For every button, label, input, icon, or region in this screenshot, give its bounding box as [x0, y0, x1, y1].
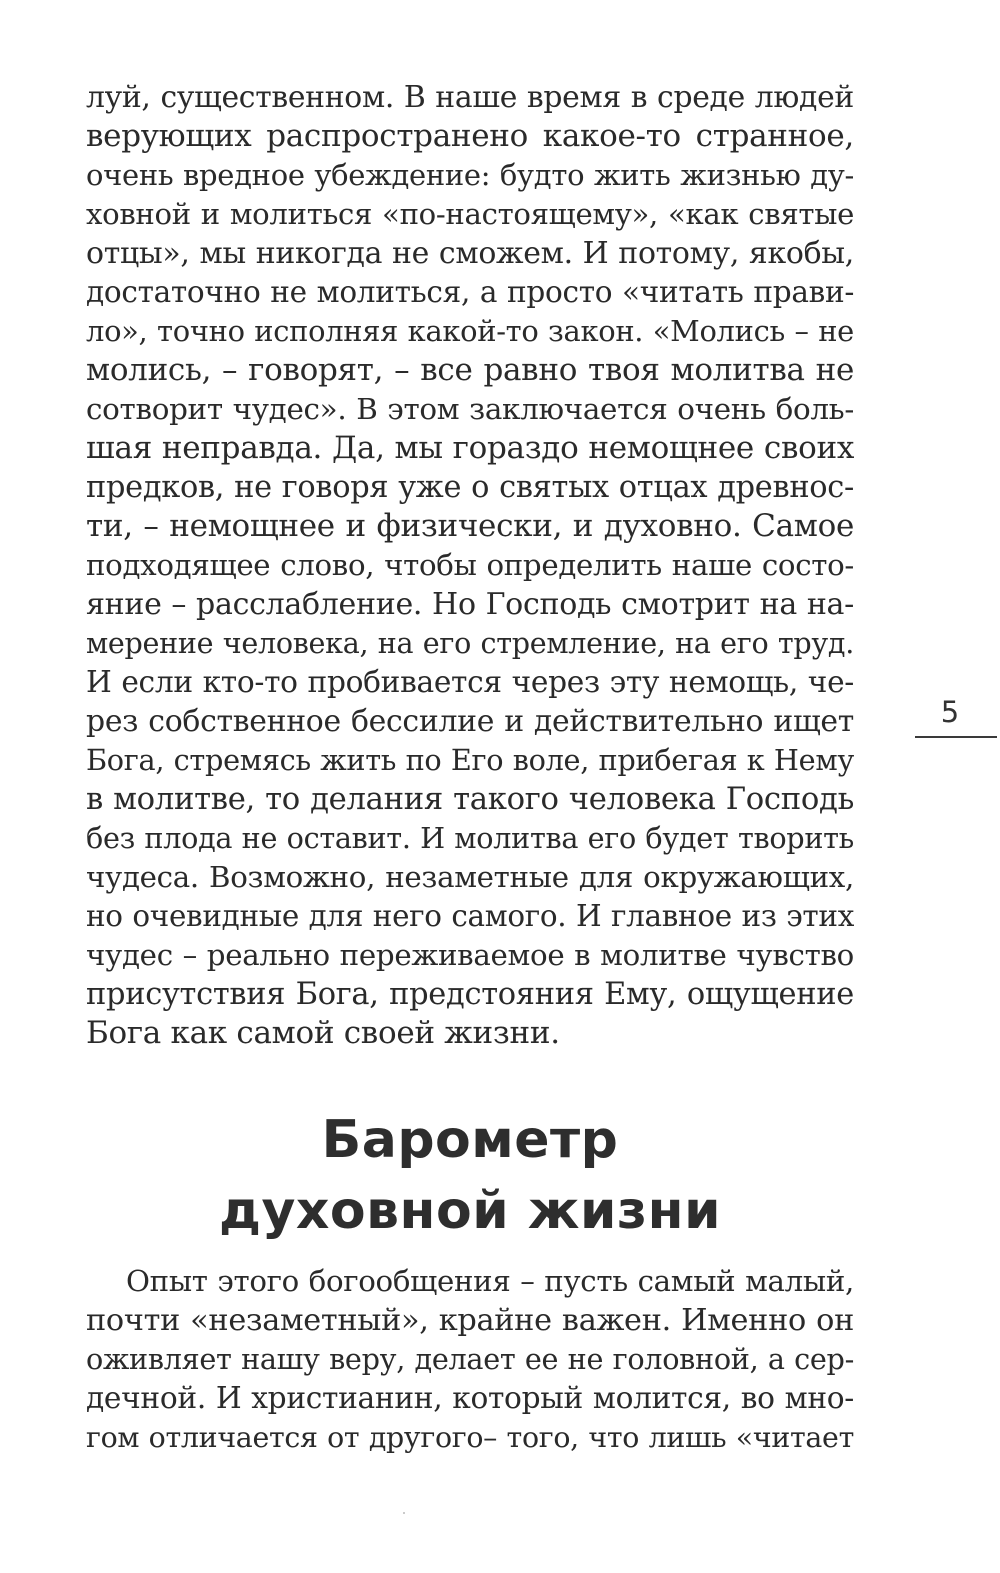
text-line: оживляет нашу веру, делает ее не головной, а сер- [86, 1342, 854, 1376]
text-line: почти «незаметный», крайне важен. Именно он [86, 1303, 854, 1338]
text-line: отцы», мы никогда не сможем. И потому, якобы, [86, 236, 854, 271]
text-line: дечной. И христианин, который молится, во мно- [86, 1381, 854, 1415]
text-line: ти, – немощнее и физически, и духовно. Самое [86, 508, 854, 544]
page-number: 5 [940, 695, 960, 729]
paper-speck [403, 1512, 405, 1514]
text-line: мерение человека, на его стремление, на его труд. [86, 626, 854, 660]
page-number-rule [915, 736, 997, 738]
text-line: Опыт этого богообщения – пусть самый малый, [126, 1264, 854, 1298]
text-line: Бога, стремясь жить по Его воле, прибегая к Нему [86, 743, 854, 777]
text-line: И если кто-то пробивается через эту немощь, че- [86, 665, 854, 699]
text-line: верующих распространено какое-то странное, [86, 118, 854, 154]
text-line: ло», точно исполняя какой-то закон. «Молись – не [86, 314, 854, 348]
text-line: шая неправда. Да, мы гораздо немощнее своих [86, 430, 854, 466]
text-line: чудеса. Возможно, незаметные для окружающих, [86, 860, 854, 894]
text-line: молись, – говорят, – все равно твоя молитва не [86, 352, 854, 388]
text-line: присутствия Бога, предстояния Ему, ощущение [86, 977, 854, 1012]
text-line: но очевидные для него самого. И главное из этих [86, 899, 854, 933]
text-line: чудес – реально переживаемое в молитве чувство [86, 938, 854, 972]
text-line: Бога как самой своей жизни. [86, 1015, 560, 1051]
text-line: гом отличается от другого– того, что лишь «читает [86, 1421, 854, 1454]
heading-line-2: духовной жизни [218, 1181, 721, 1241]
text-line: предков, не говоря уже о святых отцах древнос- [86, 470, 854, 505]
text-line: сотворит чудес». В этом заключается очень боль- [86, 392, 854, 426]
text-line: луй, существенном. В наше время в среде людей [86, 80, 854, 115]
heading-line-1: Барометр [321, 1110, 619, 1170]
text-line: без плода не оставит. И молитва его будет творить [86, 821, 854, 855]
text-line: достаточно не молиться, а просто «читать прави- [86, 275, 854, 309]
text-line: подходящее слово, чтобы определить наше состо- [86, 548, 854, 582]
text-line: яние – расслабление. Но Господь смотрит на на- [86, 587, 854, 622]
text-line: ховной и молиться «по-настоящему», «как святые [86, 197, 854, 231]
text-line: очень вредное убеждение: будто жить жизнью ду- [86, 158, 854, 192]
text-line: рез собственное бессилие и действительно ищет [86, 704, 854, 739]
text-line: в молитве, то делания такого человека Господь [86, 782, 854, 817]
